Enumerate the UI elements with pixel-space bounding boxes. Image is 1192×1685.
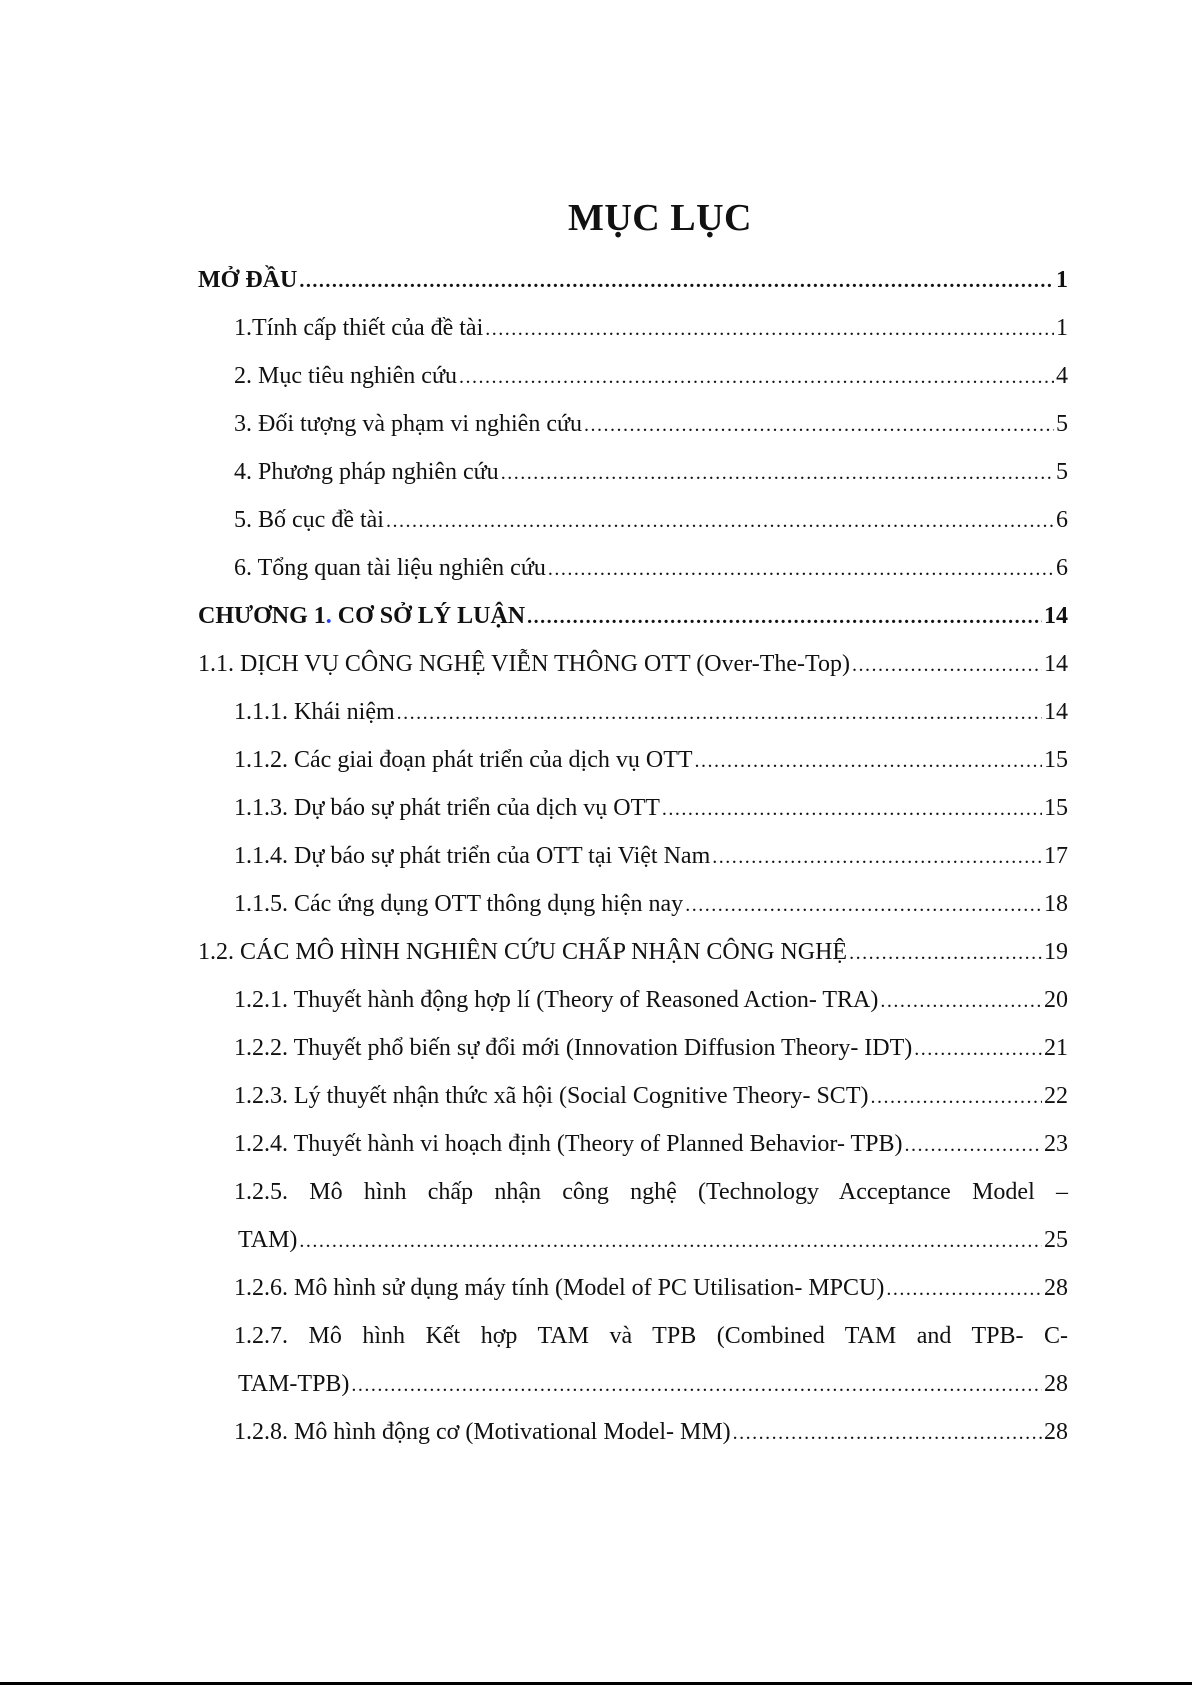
toc-entry-label: 1.1.1. Khái niệm bbox=[234, 699, 395, 725]
toc-entry-label: 3. Đối tượng và phạm vi nghiên cứu bbox=[234, 411, 582, 437]
toc-entry[interactable] bbox=[198, 352, 1068, 400]
toc-entry-page: 15 bbox=[1044, 747, 1068, 773]
toc-entry[interactable] bbox=[198, 1408, 1068, 1456]
toc-entry-wrapped[interactable] bbox=[198, 1168, 1068, 1264]
toc-leader-dots bbox=[870, 1073, 1042, 1121]
toc-leader-dots bbox=[299, 1217, 1042, 1265]
toc-leader-dots bbox=[880, 977, 1042, 1025]
toc-entry[interactable] bbox=[198, 448, 1068, 496]
toc-entry-label: 1.2.1. Thuyết hành động hợp lí (Theory of Reasoned Action- TRA) bbox=[234, 987, 879, 1013]
toc-leader-dots bbox=[584, 401, 1054, 449]
toc-entry-label: 1.2.8. Mô hình động cơ (Motivational Model- MM) bbox=[234, 1419, 731, 1445]
toc-entry-page: 28 bbox=[1044, 1275, 1068, 1301]
toc-leader-dots bbox=[459, 353, 1054, 401]
toc-entry[interactable] bbox=[198, 688, 1068, 736]
toc-entry-label: 1.1. DỊCH VỤ CÔNG NGHỆ VIỄN THÔNG OTT (Over-The-Top) bbox=[198, 651, 850, 677]
toc-entry-label-line2: TAM) bbox=[238, 1227, 298, 1253]
toc-entry-page: 23 bbox=[1044, 1131, 1068, 1157]
toc-leader-dots bbox=[351, 1361, 1042, 1409]
toc-leader-dots bbox=[662, 785, 1042, 833]
toc-entry-label: 1.2.3. Lý thuyết nhận thức xã hội (Social Cognitive Theory- SCT) bbox=[234, 1083, 869, 1109]
toc-leader-dots bbox=[485, 305, 1054, 353]
toc-entry-page: 19 bbox=[1044, 939, 1068, 965]
toc-entry-label: 1.1.4. Dự báo sự phát triển của OTT tại Việt Nam bbox=[234, 843, 711, 869]
toc-entry-label-line1: 1.2.5. Mô hình chấp nhận công nghệ (Technology Acceptance Model – bbox=[234, 1179, 1068, 1205]
toc-entry-label: 1.2. CÁC MÔ HÌNH NGHIÊN CỨU CHẤP NHẬN CÔNG NGHỆ bbox=[198, 939, 848, 965]
toc-entry-page: 6 bbox=[1056, 555, 1068, 581]
toc-entry[interactable] bbox=[198, 1024, 1068, 1072]
toc-entry[interactable] bbox=[198, 304, 1068, 352]
toc-entry-label: 2. Mục tiêu nghiên cứu bbox=[234, 363, 457, 389]
toc-entry[interactable] bbox=[198, 1120, 1068, 1168]
toc-entry-label: 6. Tổng quan tài liệu nghiên cứu bbox=[234, 555, 546, 581]
table-of-contents bbox=[198, 256, 1068, 1456]
toc-entry-page: 4 bbox=[1056, 363, 1068, 389]
toc-entry[interactable] bbox=[198, 736, 1068, 784]
toc-entry-section[interactable] bbox=[198, 640, 1068, 688]
toc-entry[interactable] bbox=[198, 1072, 1068, 1120]
toc-entry[interactable] bbox=[198, 496, 1068, 544]
chapter-dot: . bbox=[325, 603, 332, 629]
toc-entry-page: 14 bbox=[1044, 651, 1068, 677]
toc-leader-dots bbox=[695, 737, 1042, 785]
toc-entry[interactable] bbox=[198, 1264, 1068, 1312]
chapter-number: CHƯƠNG 1 bbox=[198, 603, 326, 629]
toc-leader-dots bbox=[386, 497, 1054, 545]
toc-entry-page: 28 bbox=[1044, 1371, 1068, 1397]
toc-entry-page: 21 bbox=[1044, 1035, 1068, 1061]
toc-entry[interactable] bbox=[198, 400, 1068, 448]
toc-entry-wrapped[interactable] bbox=[198, 1312, 1068, 1408]
toc-leader-dots bbox=[849, 929, 1042, 977]
toc-entry[interactable] bbox=[198, 976, 1068, 1024]
toc-entry[interactable] bbox=[198, 784, 1068, 832]
toc-entry-label: MỞ ĐẦU bbox=[198, 267, 298, 293]
toc-entry-page: 1 bbox=[1056, 267, 1068, 293]
toc-entry-page: 22 bbox=[1044, 1083, 1068, 1109]
chapter-title: CƠ SỞ LÝ LUẬN bbox=[331, 603, 526, 629]
toc-leader-dots bbox=[852, 641, 1042, 689]
toc-entry-page: 15 bbox=[1044, 795, 1068, 821]
toc-leader-dots bbox=[397, 689, 1042, 737]
toc-leader-dots bbox=[685, 881, 1042, 929]
toc-entry-section[interactable] bbox=[198, 928, 1068, 976]
toc-leader-dots bbox=[914, 1025, 1042, 1073]
toc-entry-page: 14 bbox=[1044, 603, 1068, 629]
toc-entry-page: 6 bbox=[1056, 507, 1068, 533]
page-title: MỤC LỤC bbox=[568, 197, 752, 239]
toc-entry[interactable] bbox=[198, 880, 1068, 928]
toc-entry-page: 28 bbox=[1044, 1419, 1068, 1445]
toc-entry-page: 5 bbox=[1056, 459, 1068, 485]
toc-entry-label: 5. Bố cục đề tài bbox=[234, 507, 384, 533]
toc-leader-dots bbox=[733, 1409, 1042, 1457]
toc-entry-chapter-1[interactable] bbox=[198, 592, 1068, 640]
toc-entry-page: 20 bbox=[1044, 987, 1068, 1013]
toc-entry-label: 1.Tính cấp thiết của đề tài bbox=[234, 315, 484, 341]
toc-leader-dots bbox=[548, 545, 1054, 593]
toc-entry-label: 1.1.2. Các giai đoạn phát triển của dịch vụ OTT bbox=[234, 747, 693, 773]
toc-entry-label-line1: 1.2.7. Mô hình Kết hợp TAM và TPB (Combined TAM and TPB- C- bbox=[234, 1323, 1068, 1349]
toc-leader-dots bbox=[501, 449, 1054, 497]
toc-entry-label: 1.2.6. Mô hình sử dụng máy tính (Model of PC Utilisation- MPCU) bbox=[234, 1275, 885, 1301]
toc-entry-label: 4. Phương pháp nghiên cứu bbox=[234, 459, 499, 485]
toc-entry-page: 5 bbox=[1056, 411, 1068, 437]
toc-entry-label: 1.1.3. Dự báo sự phát triển của dịch vụ OTT bbox=[234, 795, 660, 821]
toc-entry-label: 1.1.5. Các ứng dụng OTT thông dụng hiện nay bbox=[234, 891, 684, 917]
toc-entry-page: 14 bbox=[1044, 699, 1068, 725]
toc-entry-page: 17 bbox=[1044, 843, 1068, 869]
toc-entry-label-line2: TAM-TPB) bbox=[238, 1371, 350, 1397]
toc-leader-dots bbox=[886, 1265, 1042, 1313]
toc-leader-dots bbox=[905, 1121, 1042, 1169]
toc-entry[interactable] bbox=[198, 544, 1068, 592]
toc-entry-mo-dau[interactable] bbox=[198, 256, 1068, 304]
toc-leader-dots bbox=[712, 833, 1042, 881]
toc-leader-dots bbox=[527, 593, 1042, 641]
toc-entry-page: 25 bbox=[1044, 1227, 1068, 1253]
toc-entry-label bbox=[198, 592, 525, 640]
toc-leader-dots bbox=[299, 257, 1054, 305]
toc-entry[interactable] bbox=[198, 832, 1068, 880]
toc-entry-page: 18 bbox=[1044, 891, 1068, 917]
toc-entry-page: 1 bbox=[1056, 315, 1068, 341]
toc-entry-label: 1.2.2. Thuyết phổ biến sự đổi mới (Innovation Diffusion Theory- IDT) bbox=[234, 1035, 913, 1061]
toc-entry-label: 1.2.4. Thuyết hành vi hoạch định (Theory of Planned Behavior- TPB) bbox=[234, 1131, 903, 1157]
